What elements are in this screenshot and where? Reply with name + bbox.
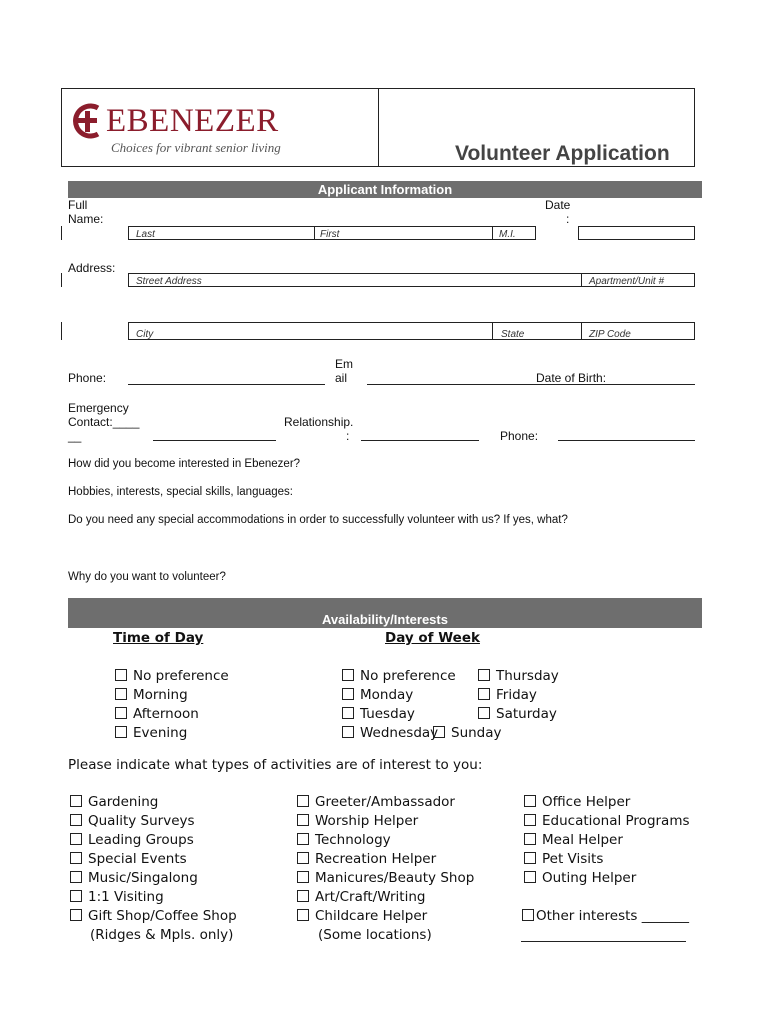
checkbox[interactable] [297, 890, 309, 902]
emergency-phone-label: Phone: [500, 429, 539, 443]
logo-name: EBENEZER [106, 103, 279, 139]
full-name-label-2: Name: [68, 212, 104, 226]
question-accommodations: Do you need any special accommodations in order to successfully volunteer with us? If yes, what? [68, 514, 568, 526]
address-row-left-edge [61, 273, 62, 287]
emergency-label-1: Emergency [68, 401, 129, 415]
activity-manicures[interactable]: Manicures/Beauty Shop [297, 870, 474, 886]
checkbox[interactable] [342, 726, 354, 738]
checkbox[interactable] [70, 871, 82, 883]
checkbox[interactable] [478, 669, 490, 681]
day-option-sunday[interactable]: Sunday [433, 725, 502, 741]
emergency-label-2: Contact:____ [68, 415, 140, 429]
time-of-day-heading: Time of Day [113, 630, 204, 646]
activity-special-events[interactable]: Special Events [70, 851, 187, 867]
name-divider-2 [492, 226, 493, 240]
checkbox[interactable] [478, 688, 490, 700]
checkbox[interactable] [524, 814, 536, 826]
name-row-left-edge [61, 226, 62, 240]
logo-tagline: Choices for vibrant senior living [111, 140, 281, 155]
activity-gardening[interactable]: Gardening [70, 794, 158, 810]
day-option-friday[interactable]: Friday [478, 687, 537, 703]
date-field[interactable] [578, 226, 695, 240]
first-name-sublabel: First [320, 229, 340, 240]
activity-music-singalong[interactable]: Music/Singalong [70, 870, 198, 886]
other-interests-blank[interactable]: _______ [641, 908, 689, 924]
day-option-thursday[interactable]: Thursday [478, 668, 559, 684]
state-divider [581, 322, 582, 340]
full-name-label-1: Full [68, 198, 88, 212]
activity-recreation-helper[interactable]: Recreation Helper [297, 851, 436, 867]
time-option-no-preference[interactable]: No preference [115, 668, 229, 684]
gift-shop-note: (Ridges & Mpls. only) [90, 927, 234, 943]
checkbox[interactable] [70, 814, 82, 826]
checkbox[interactable] [297, 852, 309, 864]
zip-sublabel: ZIP Code [589, 329, 631, 340]
activity-quality-surveys[interactable]: Quality Surveys [70, 813, 195, 829]
checkbox[interactable] [342, 669, 354, 681]
applicant-section-band [68, 181, 702, 198]
relationship-label-1: Relationship. [284, 415, 354, 429]
time-option-morning[interactable]: Morning [115, 687, 188, 703]
address-label: Address: [68, 261, 116, 275]
checkbox[interactable] [115, 669, 127, 681]
childcare-note: (Some locations) [318, 927, 432, 943]
activity-other-interests[interactable]: Other interests _______ [522, 908, 689, 924]
day-option-saturday[interactable]: Saturday [478, 706, 557, 722]
checkbox[interactable] [70, 890, 82, 902]
checkbox[interactable] [524, 795, 536, 807]
day-option-monday[interactable]: Monday [342, 687, 413, 703]
checkbox[interactable] [70, 795, 82, 807]
activity-technology[interactable]: Technology [297, 832, 391, 848]
checkbox[interactable] [70, 909, 82, 921]
checkbox[interactable] [70, 852, 82, 864]
day-option-wednesday[interactable]: Wednesday [342, 725, 438, 741]
checkbox[interactable] [433, 726, 445, 738]
dob-label: Date of Birth: [536, 371, 607, 385]
availability-section-title: Availability/Interests [322, 612, 448, 627]
street-address-sublabel: Street Address [136, 276, 202, 287]
last-name-sublabel: Last [136, 229, 155, 240]
checkbox[interactable] [342, 707, 354, 719]
checkbox[interactable] [70, 833, 82, 845]
checkbox[interactable] [522, 909, 534, 921]
activity-gift-shop[interactable]: Gift Shop/Coffee Shop [70, 908, 237, 924]
phone-field[interactable] [128, 384, 325, 385]
activity-educational-programs[interactable]: Educational Programs [524, 813, 690, 829]
other-interests-line[interactable] [521, 941, 686, 942]
email-label-1: Em [335, 357, 353, 371]
checkbox[interactable] [297, 871, 309, 883]
activity-childcare-helper[interactable]: Childcare Helper [297, 908, 427, 924]
emergency-contact-field[interactable] [153, 440, 276, 441]
activity-worship-helper[interactable]: Worship Helper [297, 813, 418, 829]
day-of-week-heading: Day of Week [385, 630, 480, 646]
checkbox[interactable] [524, 833, 536, 845]
city-row-left-edge [61, 322, 62, 340]
checkbox[interactable] [297, 909, 309, 921]
activity-leading-groups[interactable]: Leading Groups [70, 832, 194, 848]
question-interest: How did you become interested in Ebenezer? [68, 458, 301, 470]
checkbox[interactable] [297, 795, 309, 807]
header-divider [378, 88, 379, 167]
activity-art-craft[interactable]: Art/Craft/Writing [297, 889, 425, 905]
date-label-2: : [566, 212, 570, 226]
page-title: Volunteer Application [455, 142, 670, 165]
checkbox[interactable] [297, 814, 309, 826]
day-option-no-preference[interactable]: No preference [342, 668, 456, 684]
date-label-1: Date [545, 198, 571, 212]
checkbox[interactable] [478, 707, 490, 719]
relationship-label-2: : [346, 429, 350, 443]
emergency-label-3: __ [68, 429, 82, 443]
checkbox[interactable] [297, 833, 309, 845]
street-divider [581, 273, 582, 287]
city-sublabel: City [136, 329, 154, 340]
email-field[interactable] [367, 384, 695, 385]
activity-one-to-one-visiting[interactable]: 1:1 Visiting [70, 889, 164, 905]
phone-label: Phone: [68, 371, 107, 385]
ebenezer-logo-icon [68, 102, 104, 140]
activity-meal-helper[interactable]: Meal Helper [524, 832, 623, 848]
time-option-afternoon[interactable]: Afternoon [115, 706, 199, 722]
time-option-evening[interactable]: Evening [115, 725, 187, 741]
emergency-phone-field[interactable] [558, 440, 695, 441]
city-divider [492, 322, 493, 340]
availability-section-band [68, 598, 702, 628]
email-label-2: ail [335, 371, 348, 385]
checkbox[interactable] [342, 688, 354, 700]
activity-pet-visits[interactable]: Pet Visits [524, 851, 603, 867]
checkbox[interactable] [115, 688, 127, 700]
state-sublabel: State [501, 329, 525, 340]
question-hobbies: Hobbies, interests, special skills, languages: [68, 486, 294, 498]
middle-initial-sublabel: M.I. [499, 229, 516, 240]
question-why-volunteer: Why do you want to volunteer? [68, 571, 226, 583]
activities-prompt: Please indicate what types of activities are of interest to you: [68, 757, 483, 773]
day-option-tuesday[interactable]: Tuesday [342, 706, 415, 722]
checkbox[interactable] [115, 707, 127, 719]
activity-office-helper[interactable]: Office Helper [524, 794, 630, 810]
applicant-section-title: Applicant Information [317, 182, 453, 197]
checkbox[interactable] [115, 726, 127, 738]
name-divider-1 [314, 226, 315, 240]
activity-outing-helper[interactable]: Outing Helper [524, 870, 636, 886]
apartment-sublabel: Apartment/Unit # [589, 276, 665, 287]
checkbox[interactable] [524, 871, 536, 883]
checkbox[interactable] [524, 852, 536, 864]
activity-greeter[interactable]: Greeter/Ambassador [297, 794, 455, 810]
relationship-field[interactable] [361, 440, 479, 441]
